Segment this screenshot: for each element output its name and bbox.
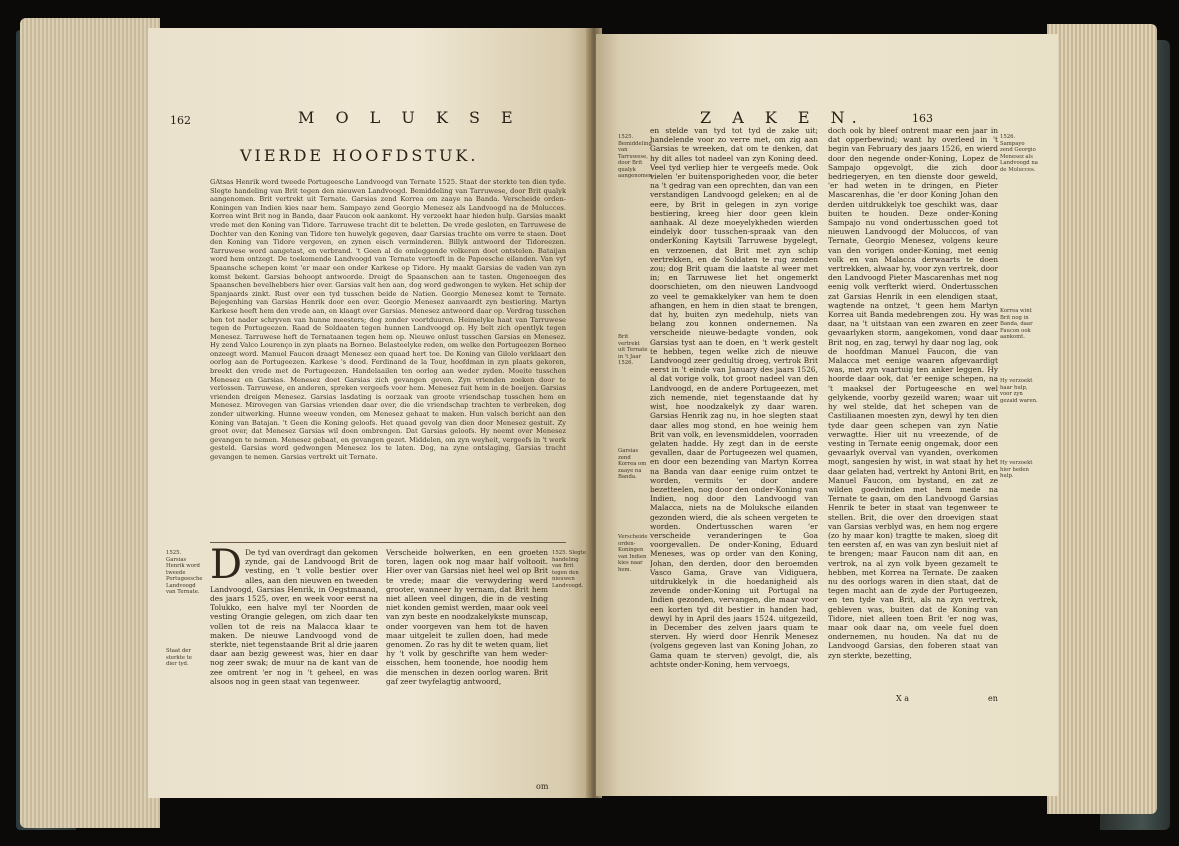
left-page (148, 28, 590, 798)
margin-note-right-6: Korrea wint Brit nog in Banda, daar Faucon ook aankomt. (1000, 308, 1033, 340)
right-page-edges (1047, 24, 1157, 814)
chapter-title: VIERDE HOOFDSTUK. (240, 146, 479, 165)
left-column-1 (210, 548, 378, 780)
catchword-left: om (536, 782, 549, 791)
running-head-left: M O L U K S E (298, 108, 521, 127)
right-column-2: doch ook hy bleef ontrent maar een jaar in dat opperbewind; want hy overleed in 't begin van February des jaars 1526, en wierd door den negende onder-Koning, Lopez de Sampajo opgevolgt, die zich door bedriegeryen, en ten dienste door geweld, 'er had weten in te dringen, en Pieter Mascarenhas, die 'er door Koning Johan den derden uitdrukkelyk toe geschikt was, daar buiten te houden. Deze onder-Koning Sampajo nu vond ondertusschen goed tot nieuwen Landvoogd der Moluccos, of van Ternate, Georgio Menesez, volgens keure van den vorigen onder-Koning, met eenig volk en van Malacca derwaarts te doen vertrekken, alwaar hy, voor zyn vertrek, door den Landvoogd Pieter Mascarenhas met nog eenig volk verfterkt wierd. Ondertusschen zat Garsias Henrik in een elendigen staat, wagtende na ontzet, 't geen hem Martyn Korrea uit Banda medebrengen zou. Hy was daar, na 't uitstaan van een zwaren en zeer gevaarlyken storm, aangekomen, vond daar Brit nog, en zag, terwyl hy daar nog lag, ook de hoofdman Manuel Faucon, die van Malacca met eenige waaren afgevaardigt was, met zyn vaartuig ten anker leggen. Hy hoorde daar ook, dat 'er eenige schepen, na 't maaksel der Portugeesche en wel gelykende, voorby gezeild waren; waar uit hy wel stelde, dat het schepen van de Castiliaanen moesten zyn, dewyl hy ten dien tyde daar geen schepen van zyn Natie verwagtte. Hier uit nu vreezende, of de vesting in Ternate eenig ongemak, door een gevaarlyk overval van vyanden, overkomen mogt, sangesien hy wist, in wat staat hy het daar gelaten had, vertrekt hy Antoni Brit, en Manuel Faucon, om bystand, en zat ze wilden goedvinden met hem mede na Ternate te gaan, om den Landvoogd Garsias Henrik te beter in staat van tegenweer te stellen. Brit, die over den droevigen staat van Garsias verblyd was, en hem nog ergere (zo hy maar kon) tragtte te maken, sloeg dit ten eersten af, en was van zyn besluit niet af te brengen; maar Faucon nam dit aan, en vertrok, na al zyn volk byeen gezamelt te hebben, met Korrea na Ternate. De zaaken nu des oorlogs waren in dien staat, dat de tegen macht aan de zyde der Portugeezen, en ten tyde van Brit, als na zyn vertrek, gebleven was, buiten dat de Koning van Tidore, niet alleen toen Brit 'er nog was, maar ook daar na, om veele fuel doen ondernemen, nu houden. Na dat nu de Landvoogd Garsias, den foberen staat van zyn sterkte, bezetting, (828, 126, 998, 660)
margin-note-right-2: Brit vertrekt uit Ternate in 't Jaar 1526. (618, 334, 648, 366)
chapter-summary: GAtsas Henrik word tweede Portugeesche Landvoogd van Ternate 1525. Staat der sterkte ten dien tyde. Slegte handeling van Brit tegen den nieuwen Landvoogd. Bemiddeling van Tarruwese, door Brit qualyk aangenomen. Brit vertrekt uit Ternate. Garsias zend Korrea om zaaye na Banda. Verscheide orden-Koningen van Indien kies naar hem. Sampayo zend Georgio Menesez als Landvoogd na de Molucces. Korrea wint Brit nog in Banda, daar Faucon ook aankomt. Hy verzoekt haar hieden hulp. Garsias maakt vrede met den Koning van Tidore. Tarruwese tracht dit te beletten. De vrede gesloten, en Tarruwese de Dochter van den Koning van Tidore ten huwelyk gegeven, daar Garsias trachte om verre te staen. Doet den Koning van Tidore vergeven, en zynen eisch verminderen. Billyk antwoord der Tidoreezen. Tarruwese word aangetast, en verbrand. 't Geen al de omleggende volkeren doet ontstelen. Bataijan word hem ontzegt. De toekomende Landvoogd van Ternate vertoeft in de Papoesche eilanden. Van vyf Spaansche schepen komt 'er maar een onder Karkese op Tidore. Hy maakt Garsias de vaden van zyn komst bekent. Garsias behoopt antwoorde. Dreigt de Spaanschen aan te tasten. Ongenoegen des Spaanschen bevelhebbers hier over. Garsias valt hen aan, dog word gedwongen te wyken. Het schip der Spanjaards zinkt. Rust over een tyd tusschen beide de Natien. Georgio Menesez komt te Ternate. Bejegenhing van Garsias Henrik door een over. Georgio Menesez aanvaardt zyn bestiering. Martyn Karkese heeft hem den vrede aan, en klaagt over Garsias. Menesez antwoord daar op. Verdrag tusschen hen tot nader schryven van hunne meesters; dog zonder voortduuren. Heimelyke haat van Tarruwese tegen de Portugeezen. Raad de Soldaaten tegen hunnen Landvoogd op. Hy belt zich opentlyk tegen Menesez. Tarruwese heft de Ternataanen tegen hem op. Nieuwe onlust tusschen Garsias en Menesez. Hy zend Valco Lourenço in zyn plaats na Borneo. Belasteelyke reden, om welke den Portugeezen Borneo onzeegt word. Manuel Faucon draagt Menesez een quaad hert toe. De Koning van Gilolo verklaart den oorlog aan de Portugeezen. Karkese 's dood. Ferdinand de la Tour, hoofdman in zyn plaats gekoren, breekt den vrede met de Portugeezen. Handelaailen ten oorlog aan weder zyden. Moeite tusschen Menesez en Garsias. Menesez doet Garsias zich gevangen geven. Zyn vrienden zoeken door te verlossen. Tarruwese, en anderen, spreken vergeefs voor hem. Menesez fuit hem in de boeijen. Garsias vrienden dreigen Menesez. Garsias lasdating is oorzaak van groote vriendschap tusschen hem en Menesez. Mirovegen van Garsias vrienden daar over, die die vriendschap trachten te verbreken, dog zonder uitwerking. Hunne weeuw vonden, om Menesez gehaat te maken. Hun valsch bericht aan den Koning van Batajan. 't Geen die Koning geloofs. Het quaad gevolg van dien door Menesez gestuit. Zy groot over, dat Menesez Garsias wil doen ombrengen. Dat Garsias geloofs. Hy neemt over Menesez gevangen te nemen. Menesez gebaat, en gevangen gezet. Middelen, om zyn weyheit, vergeefs in 't werk gesteld. Garsias word gedwongen Menesez los te laten. Dog, na zyne ontslaging, Garsias tracht gevangen te nemen. Garsias vertrekt uit Ternate. (210, 178, 566, 461)
catchword-right: en (988, 694, 998, 703)
margin-note-right-7: Hy verzoekt haar hulp, voor zyn gezaid waren. (1000, 378, 1038, 404)
margin-note-left-2: Staat der sterkte te dier tyd. (166, 648, 192, 667)
right-column-1: en stelde van tyd tot tyd de zake uit; handelende voor zo verre met, om zig aan Garsias te wreeken, dat om te denken, dat hy dit alles tot nadeel van zyn Koning deed. Veel tyd verliep hier te vergeefs mede. Ook vielen 'er buitensporigheden voor, die beter na 't gedrag van een oprechten, dan van een verstandigen Landvoogd geleken; en al de eere, by Brit in gelegen in zyn vorige bestiering, kreeg hier door geen klein aanhaak. Al deze moeyelykheden wierden eindelyk door tusschen-spraak van den onderKoning Kaytsili Tarruwese bygelegt, en verzoenen, dat Brit met zyn schip vertrekken, en de Soldaten te rug zenden zou; dog Brit quam die laatste al weer met in; en Tarruwese liet het ongemerkt doorschieten, om den nieuwen Landvoogd zo veel te gemakkelyker van hem te doen afhangen, en hem in dien staat te brengen, dat hy, buiten zyn medehulp, niets van belang zou konnen ondernemen. Na verscheide nieuwe-bedagte vonden, ook Garsias tyst aan te doen, en 't werk gestelt te hebben, tegen welke zich de nieuwe Landvoogd zeer gedultig droeg, vertrok Brit eerst in 't einde van January des jaars 1526, al dat vorige volk, tot groot nadeel van den Landvoogd, en de andere Portugeezen, met zich nemende, niet tegenstaande dat hy wist, hoe noodzakelyk zy daar waren. Garsias Henrik zag nu, in hoe slegten staat daar alles mog stond, en hoe weinig hem Brit van volk, en levensmiddelen, voorraden gelaten hadde. Hy zegt dan in de eerste gevallen, daar de Portugeezen wel quamen, en door een bezending van Martyn Korrea na Banda van daar eenige ruim ontzet te worden, vermits 'er door andere bezetteelen, nog door den onder-Koning van Indien, nog door den Landvoogd van Malacca, niets na de Moluksche eilanden gezonden wierd, die als scheen vergeten te worden. Ondertusschen waren 'er verscheide veranderingen te Goa voorgevallen. De onder-Koning, Eduard Meneses, was op order van den Koning, Johan, den derden, door den beroemden Vasco Gama, Grave van Vidiguera, uitdrukkelyk in die hoedanigheid als zevende onder-Koning uit Portugal na Indien gezonden, vervangen, die maar voor een korten tyd dit bestier in handen had, dewyl hy in April des jaars 1524. uitgezeild, in December des zelven jaars quam te sterven. Hy wierd door Henrik Menesez (volgens gegeven last van Koning Johan, zo Gama quam te sterven) gevolgt, die, als achtste onder-Koning, hem vervoegs, (650, 126, 818, 669)
drop-cap-D: D (210, 548, 243, 588)
left-page-edges (20, 18, 160, 828)
margin-note-right-1: 1525. Bemiddeling van Tarruwese, door Brit qualyk aangenomen. (618, 134, 655, 179)
margin-note-right-4: Verscheide orden-Koningen van Indien kies naar hem. (618, 534, 648, 573)
page-number-left: 162 (170, 114, 191, 127)
running-head-right: Z A K E N. (700, 108, 865, 127)
summary-divider (210, 542, 566, 543)
left-column-2: Verscheide bolwerken, en een groeten toren, lagen ook nog maar half voltooit. Hier over van Garsias niet heel wel op Brit te vrede; maar die verwydering werd grooter, wanneer hy vernam, dat Brit hem niet alleen veel dingen, die in de vesting niet konden gemist werden, maar ook veel van zyn beste en noodzakelykste munscap, onder voorgeven van hem tot de haven maar uitgeleit te zullen doen, had mede genomen. Zo ras hy dit te weten quam, liet hy 't volk by geschrifte van hem weder-eisschen, hem toonende, hoe noodig hem die menschen in dezen oorlog waren. Brit gaf zeer twyfelagtig antwoord, (386, 548, 548, 686)
page-number-right: 163 (912, 112, 933, 125)
right-page (596, 34, 1058, 796)
margin-note-right-5: 1526. Sampayo zend Georgio Menesez als Landvoogd na de Molucces. (1000, 134, 1038, 173)
left-column-1-text: De tyd van overdragt dan gekomen zynde, gai de Landvoogd Brit de vesting, en 't volle bestier over alles, aan den nieuwen en tweeden Landvoogd, Garsias Henrik, in Oegstmaand, des jaars 1525, over, en week voor eerst na Tolukko, een halve myl ter Noorden de vesting Orangie gelegen, om zich daar ten vollen tot de reis na Malacca klaar te maken. De nieuwe Landvoogd vond de sterkte, niet tegenstaande Brit al drie jaaren daar aan bezig geweest was, hier en daar nog zeer swak; de muur na de kant van de zee omtrent 'er nog in 't geheel, en was alsoos nog in geen staat van tegenweer. (210, 548, 378, 686)
margin-note-right-3: Garsias zend Korrea om zaaye na Banda. (618, 448, 647, 480)
margin-note-right-8: Hy verzoekt hier heden hulp. (1000, 460, 1033, 479)
margin-note-left-3: 1525. Slegte handeling van Brit tegen den nieuwen Landvoogd. (552, 550, 586, 589)
signature-mark: X a (896, 694, 910, 703)
margin-note-left-1: 1525. Garsias Henrik word tweede Portugeesche Landvoogd van Ternate. (166, 550, 203, 595)
